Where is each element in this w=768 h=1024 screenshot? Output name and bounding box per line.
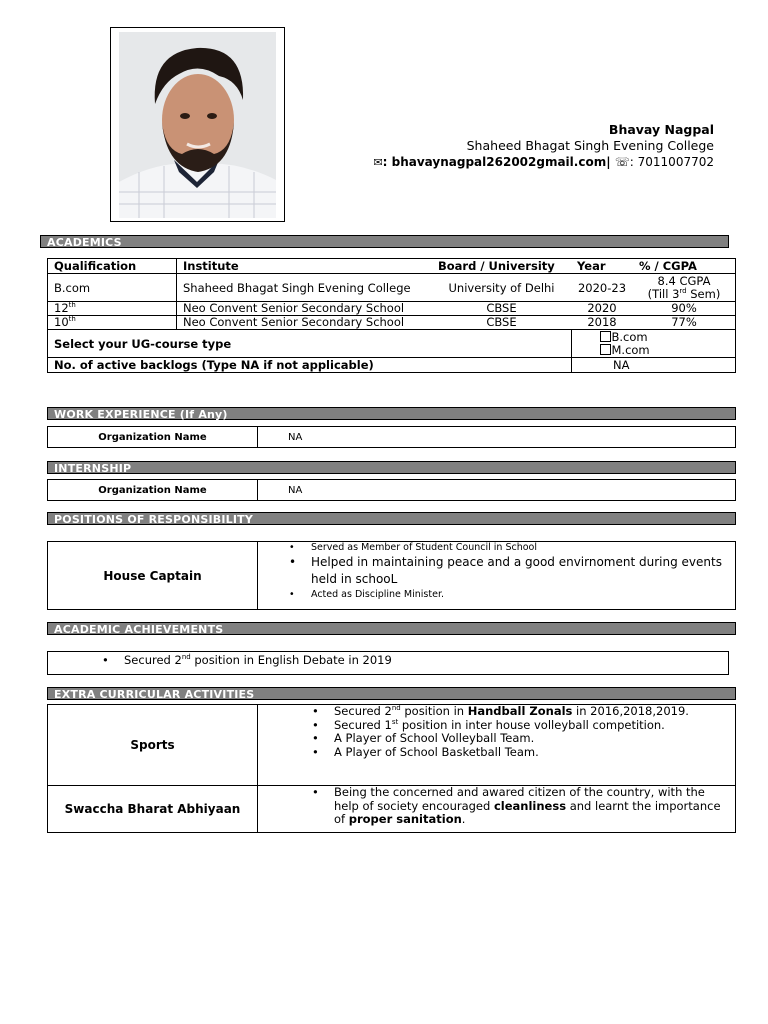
list-item: • A Player of School Volleyball Team.	[308, 732, 735, 746]
work-section-header: WORK EXPERIENCE (If Any)	[47, 407, 736, 420]
row-score: 77%	[633, 316, 736, 330]
row-institute: Neo Convent Senior Secondary School	[177, 316, 433, 330]
por-items	[258, 542, 736, 610]
work-org-label: Organization Name	[48, 427, 258, 448]
list-item: • Helped in maintaining peace and a good envirnoment during events held in schooL	[285, 554, 735, 588]
sports-items	[258, 705, 736, 786]
ug-course-options	[571, 330, 736, 358]
profile-photo	[119, 32, 276, 218]
backlog-row	[48, 358, 736, 373]
list-item: • Secured 2nd position in Handball Zonals in 2016,2018,2019.	[308, 705, 735, 719]
ug-option-mcom[interactable]: M.com	[600, 344, 730, 357]
list-item: • Secured 1st position in inter house volleyball competition.	[308, 719, 735, 733]
table-row	[48, 274, 736, 302]
achievements-section-header: ACADEMIC ACHIEVEMENTS	[47, 622, 736, 635]
internship-org-value[interactable]: NA	[258, 480, 736, 501]
email-text: : bhavaynagpal262002gmail.com	[382, 155, 607, 169]
row-qualification: B.com	[48, 274, 177, 302]
ug-option-bcom[interactable]: B.com	[600, 331, 730, 344]
row-score	[633, 274, 736, 302]
sports-label: Sports	[48, 705, 258, 786]
col-board: Board / University	[432, 259, 571, 274]
row-year: 2020	[571, 302, 633, 316]
academics-section-header: ACADEMICS	[40, 235, 729, 248]
sba-label: Swaccha Bharat Abhiyaan	[48, 786, 258, 833]
checkbox-icon[interactable]	[600, 331, 611, 342]
internship-table	[47, 479, 736, 501]
por-section-header: POSITIONS OF RESPONSIBILITY	[47, 512, 736, 525]
achievements-box	[47, 651, 729, 675]
profile-photo-frame	[110, 27, 285, 222]
backlog-value[interactable]: NA	[571, 358, 736, 373]
contact-line	[373, 154, 714, 171]
row-institute: Shaheed Bhagat Singh Evening College	[177, 274, 433, 302]
row-score-value: 8.4 CGPA	[657, 273, 711, 288]
checkbox-icon[interactable]	[600, 344, 611, 355]
row-board: CBSE	[432, 316, 571, 330]
list-item: • Served as Member of Student Council in School	[285, 542, 735, 554]
ug-course-label: Select your UG-course type	[48, 330, 572, 358]
row-institute: Neo Convent Senior Secondary School	[177, 302, 433, 316]
list-item: • Being the concerned and awared citizen of the country, with the help of society encouraged cleanliness and learnt the importance of proper sanitation.	[308, 786, 727, 827]
work-org-value[interactable]: NA	[258, 427, 736, 448]
college-name: Shaheed Bhagat Singh Evening College	[466, 138, 714, 153]
academics-table	[47, 258, 736, 373]
phone-separator: |	[606, 155, 615, 169]
list-item: • Acted as Discipline Minister.	[285, 588, 735, 601]
row-qualification: 12th	[48, 302, 177, 316]
row-score-note: (Till 3rd Sem)	[647, 286, 721, 301]
person-portrait-icon	[119, 32, 276, 218]
list-item: • Secured 2nd position in English Debate in 2019	[98, 653, 728, 667]
list-item: • A Player of School Basketball Team.	[308, 746, 735, 760]
extra-section-header: EXTRA CURRICULAR ACTIVITIES	[47, 687, 736, 700]
backlog-label: No. of active backlogs (Type NA if not applicable)	[48, 358, 572, 373]
extra-table	[47, 704, 736, 833]
header-info	[373, 122, 714, 171]
col-year: Year	[571, 259, 633, 274]
row-year: 2020-23	[571, 274, 633, 302]
col-qualification: Qualification	[48, 259, 177, 274]
ug-course-row	[48, 330, 736, 358]
col-institute: Institute	[177, 259, 433, 274]
row-score: 90%	[633, 302, 736, 316]
por-table	[47, 541, 736, 610]
internship-org-label: Organization Name	[48, 480, 258, 501]
mail-icon: ✉	[373, 156, 383, 169]
row-qualification: 10th	[48, 316, 177, 330]
row-board: CBSE	[432, 302, 571, 316]
col-score: % / CGPA	[633, 259, 736, 274]
table-row	[48, 302, 736, 316]
table-row	[48, 316, 736, 330]
candidate-name: Bhavay Nagpal	[608, 122, 714, 137]
sba-items	[258, 786, 736, 833]
row-board: University of Delhi	[432, 274, 571, 302]
phone-text: : 7011007702	[629, 155, 714, 169]
por-role: House Captain	[48, 542, 258, 610]
phone-icon: ☏	[614, 155, 630, 169]
internship-section-header: INTERNSHIP	[47, 461, 736, 474]
work-table	[47, 426, 736, 448]
row-year: 2018	[571, 316, 633, 330]
